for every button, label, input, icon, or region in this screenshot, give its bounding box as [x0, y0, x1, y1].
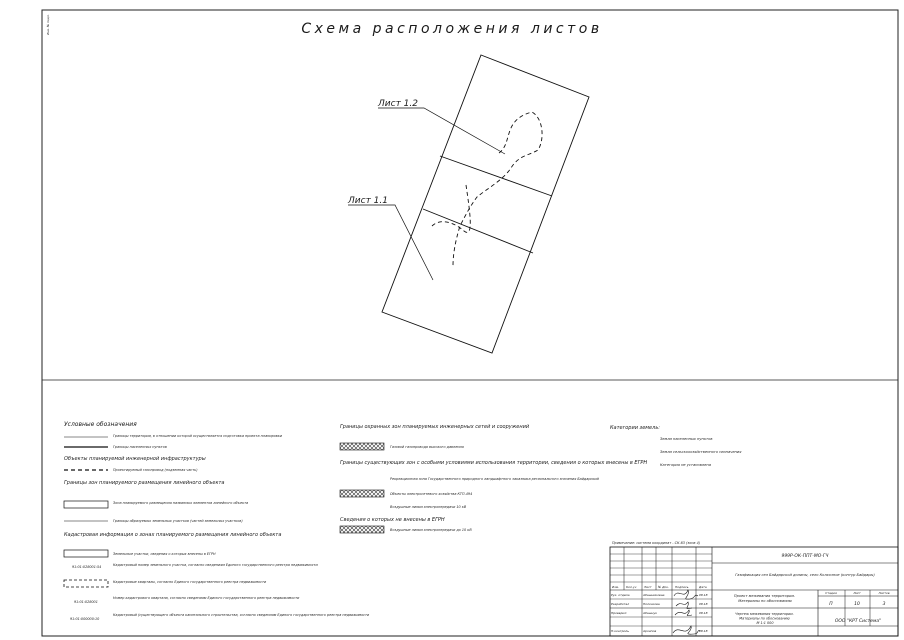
page-title: Схема расположения листов	[301, 21, 603, 37]
stamp-person: Полозкова	[643, 602, 660, 606]
stamp-header: № Док.	[658, 585, 670, 589]
stamp-date: 08.18	[699, 602, 708, 606]
stamp-role: Н.контроль	[611, 629, 629, 633]
legend-heading: Границы зон планируемого размещения линейного объекта	[64, 480, 225, 486]
signature-mark	[674, 590, 698, 599]
legend-col1	[64, 434, 370, 621]
section-name	[734, 594, 796, 603]
gas-pipeline-route	[453, 112, 542, 266]
section-name-line: Проект межевания территории.	[733, 594, 795, 598]
legend-text: Границы территории, в отношении которой осуществляется подготовка проекта планировки	[113, 434, 283, 438]
legend-text: Земельные участки, сведения о которых внесены в ЕГРН	[113, 552, 216, 556]
legend-text: Газовой газопровода высокого давления	[390, 445, 464, 449]
legend-symbol	[64, 580, 108, 587]
sheets-count-value: 3	[882, 602, 886, 607]
object-name: Газификация сел Байдарской долины, село Колхозное (контур Байдары)	[735, 573, 875, 577]
legend-symbol	[64, 501, 108, 508]
stamp-header: Лист	[644, 585, 652, 589]
drawing-name-line: Чертеж межевания территории.	[735, 612, 794, 616]
legend-heading: Кадастровая информация о зонах планируемого размещения линейного объекта	[64, 532, 282, 538]
legend-text: Кадастровые кварталы, согласно Единого государственного реестра недвижимости	[113, 580, 267, 584]
legend-text: Кадастровый номер земельного участка, согласно сведениям Единого государственного реестра недвижимости	[113, 563, 318, 567]
land-category-title: Категории земель:	[610, 425, 660, 431]
legend-heading: Границы существующих зон с особыми условиями использования территории, сведения о которых внесены в ЕГРН	[340, 460, 648, 466]
legend-text: Рекреационная зона Государственного природного ландшафтного заказника регионального значения Байдарский	[390, 477, 599, 481]
legend-text: Номер кадастрового квартала, согласно сведениям Единого государственного реестра недвижимости	[113, 596, 300, 600]
legend-heading: Объекты планируемой инженерной инфраструктуры	[64, 456, 206, 462]
sheet-frame	[42, 10, 898, 636]
side-stamp: Инв. № подл.	[46, 14, 50, 35]
drawing-name-line: М 1:1 000	[756, 621, 774, 625]
stamp-role: Разработал	[611, 602, 630, 606]
sheet-no-value: 10	[854, 602, 860, 607]
legend-symbol	[64, 550, 108, 557]
stamp-role: Рук. отдела	[611, 593, 630, 597]
callout-leader	[348, 205, 433, 280]
signature-mark	[676, 602, 692, 609]
signature-mark	[675, 610, 692, 616]
stage-value: П	[829, 602, 833, 607]
legend-code: 91:01:028001	[74, 600, 98, 604]
document-code: 999Р-ОК-ППТ-МО-ГЧ	[781, 554, 829, 559]
sheet-label: Лист 1.2	[378, 99, 418, 109]
stamp-person: Архипов	[643, 629, 657, 633]
land-category-item: Земли населенных пунктов	[660, 437, 713, 441]
legend-code: 91:01:000000:10	[70, 617, 100, 621]
legend-text: Воздушные линии электропередачи до 10 кВ	[390, 528, 472, 532]
legend-heading: Границы охранных зон планируемых инженерных сетей и сооружений	[340, 424, 530, 430]
sheet-boundary-1	[440, 156, 552, 196]
title-block	[610, 547, 898, 636]
coord-note: Примечание: система координат - СК-63 (зона 4)	[612, 541, 701, 545]
land-category-item: Земли сельскохозяйственного назначения	[660, 450, 742, 454]
company-name: ООО "КРТ Система"	[834, 619, 882, 624]
legend-heading: Сведения о которых не внесены в ЕГРН	[340, 517, 445, 523]
sheet-no-label: Лист	[853, 591, 861, 595]
stamp-header: Дата	[699, 585, 707, 589]
stamp-header: Кол.уч	[626, 585, 637, 589]
legend-text: Границы населенных пунктов	[113, 445, 167, 449]
section-name-line: Материалы по обоснованию	[738, 599, 792, 603]
stamp-header: Подпись	[675, 585, 689, 589]
legend-symbol	[340, 526, 384, 533]
sheet-label: Лист 1.1	[348, 196, 388, 206]
stamp-date: 08.18	[699, 593, 708, 597]
sheet-callout-1-1	[347, 196, 433, 280]
legend-symbol	[340, 443, 384, 450]
sheet-boundary-2	[423, 209, 533, 253]
legend-title: Условные обозначения	[64, 421, 137, 428]
legend-text: Воздушные линии электропередачи 10 кВ	[390, 505, 467, 509]
stamp-role: Проверил	[611, 611, 627, 615]
drawing-name-line: Материалы по обоснованию	[739, 616, 790, 621]
stamp-date: 08.18	[699, 611, 708, 615]
legend-symbol	[340, 490, 384, 497]
stamp-date: 08.18	[699, 629, 708, 633]
stamp-person: Абашнук	[643, 611, 658, 615]
sheet-callout-1-2	[377, 99, 505, 154]
stage-label: Стадия	[825, 591, 837, 595]
land-category-item: Категория не установлена	[660, 463, 711, 467]
callout-leader	[378, 108, 505, 154]
sheets-count-label: Листов	[878, 591, 890, 595]
legend-text: Зона планируемого размещения названных элементов линейного объекта	[113, 501, 249, 505]
legend-text: Объекты электросетевого хозяйства КТП-494	[390, 492, 473, 496]
drawing-name	[735, 612, 795, 625]
stamp-header: Изм.	[612, 585, 620, 589]
legend-col2	[340, 424, 647, 533]
legend-text: Границы образуемых земельных участков (частей земельных участков)	[113, 519, 243, 523]
stamp-person: Абашниковаа	[643, 593, 665, 597]
legend-text: Кадастровый (существующего объекта капитального строительства, согласно сведениям Единого государственного реестра недвижимости	[113, 613, 370, 617]
legend-text: Проектируемый газопровод (подземная часть)	[113, 468, 198, 472]
legend-code: 91:01:028001:54	[72, 565, 102, 569]
